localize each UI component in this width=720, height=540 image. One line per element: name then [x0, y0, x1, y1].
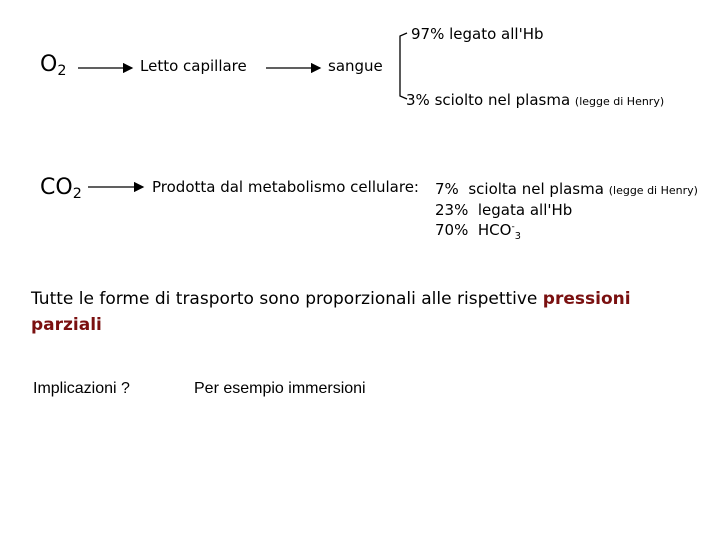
highlight-parziali: parziali [31, 315, 102, 335]
highlight-pressioni: pressioni [542, 289, 631, 309]
statement-text: Tutte le forme di trasporto sono proporzionali alle rispettive pressioni parziali [31, 289, 631, 335]
co2-item-hb: 23% legata all'Hb [435, 201, 573, 219]
bracket-sangue-branches [400, 33, 407, 99]
o2-step-letto-capillare: Letto capillare [140, 57, 247, 75]
co2-source: Prodotta dal metabolismo cellulare: [152, 178, 419, 196]
o2-branch-plasma: 3% sciolto nel plasma (legge di Henry) [406, 91, 665, 109]
o2-branch-hb: 97% legato all'Hb [411, 25, 544, 43]
o2-step-sangue: sangue [328, 57, 383, 75]
co2-label: $CO_2$ [40, 175, 82, 202]
o2-label: $O_2$ [40, 52, 67, 79]
henry-note: (legge di Henry) [608, 184, 698, 197]
co2-item-bicarbonate: 70% $HCO^-_3$ [435, 221, 521, 242]
implications-example: Per esempio immersioni [194, 380, 366, 397]
henry-note: (legge di Henry) [574, 95, 665, 108]
co2-item-plasma: 7% sciolta nel plasma (legge di Henry) [435, 180, 698, 198]
implications-question: Implicazioni ? [33, 380, 130, 397]
